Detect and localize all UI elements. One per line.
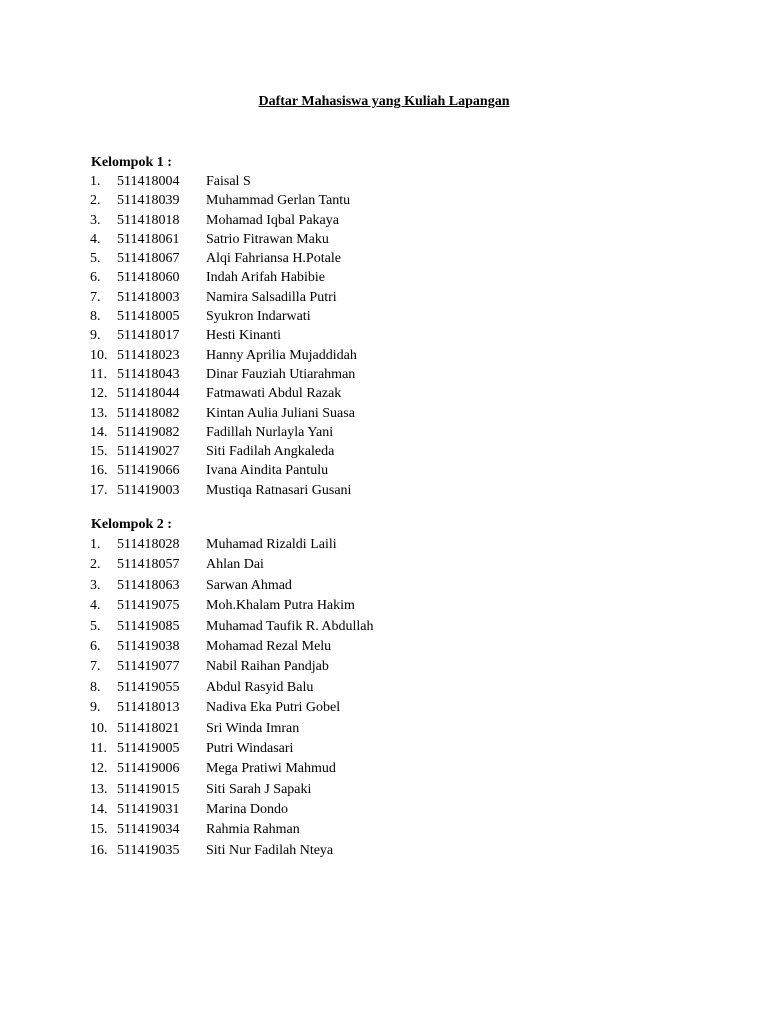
student-nim: 511419082 [117, 424, 180, 440]
student-nim: 511419035 [117, 842, 180, 858]
student-name: Mohamad Iqbal Pakaya [206, 212, 339, 228]
student-name: Sri Winda Imran [206, 720, 300, 736]
student-nim: 511418057 [117, 557, 180, 573]
student-nim: 511419003 [117, 482, 180, 498]
student-nim: 511418039 [117, 193, 180, 209]
student-name: Putri Windasari [206, 740, 294, 756]
student-nim: 511418004 [117, 174, 180, 189]
student-row [90, 191, 590, 210]
student-nim: 511419034 [117, 822, 180, 838]
student-row [90, 481, 590, 500]
student-number: 11. [90, 366, 107, 382]
student-nim: 511418018 [117, 212, 180, 228]
student-row [90, 617, 590, 637]
student-name: Abdul Rasyid Balu [206, 679, 314, 695]
student-nim: 511418067 [117, 251, 180, 267]
student-name: Sarwan Ahmad [206, 577, 292, 593]
student-row [90, 739, 590, 759]
student-number: 2. [90, 557, 101, 573]
student-number: 2. [90, 193, 101, 209]
student-row [90, 719, 590, 739]
student-nim: 511418061 [117, 231, 180, 247]
student-number: 1. [90, 537, 101, 552]
student-name: Dinar Fauziah Utiarahman [206, 366, 356, 382]
student-number: 7. [90, 659, 101, 675]
student-row [90, 555, 590, 575]
student-nim: 511419005 [117, 740, 180, 756]
student-row [90, 423, 590, 442]
student-row [90, 461, 590, 480]
student-number: 6. [90, 270, 101, 286]
student-name: Muhamad Rizaldi Laili [206, 537, 337, 552]
group-2 [90, 516, 590, 861]
student-nim: 511418021 [117, 720, 180, 736]
student-name: Hesti Kinanti [206, 328, 282, 344]
student-number: 11. [90, 740, 107, 756]
student-row [90, 404, 590, 423]
student-number: 16. [90, 842, 108, 858]
student-number: 10. [90, 347, 108, 363]
student-name: Muhamad Taufik R. Abdullah [206, 618, 374, 634]
student-row [90, 172, 590, 191]
student-row [90, 535, 590, 555]
student-row [90, 759, 590, 779]
student-number: 8. [90, 309, 101, 325]
student-row [90, 698, 590, 718]
student-nim: 511418028 [117, 537, 180, 552]
student-nim: 511418005 [117, 309, 180, 325]
student-nim: 511418060 [117, 270, 180, 286]
student-number: 15. [90, 822, 108, 838]
student-nim: 511419055 [117, 679, 180, 695]
student-number: 13. [90, 405, 108, 421]
student-name: Mega Pratiwi Mahmud [206, 761, 336, 777]
student-number: 8. [90, 679, 101, 695]
student-row [90, 268, 590, 287]
student-number: 16. [90, 463, 108, 479]
student-nim: 511419077 [117, 659, 180, 675]
student-nim: 511418003 [117, 289, 180, 305]
student-name: Mustiqa Ratnasari Gusani [206, 482, 352, 498]
page-title: Daftar Mahasiswa yang Kuliah Lapangan [258, 94, 510, 109]
student-name: Ivana Aindita Pantulu [206, 463, 329, 479]
student-nim: 511418082 [117, 405, 180, 421]
student-name: Satrio Fitrawan Maku [206, 231, 329, 247]
student-row [90, 249, 590, 268]
student-number: 4. [90, 231, 101, 247]
student-name: Fadillah Nurlayla Yani [206, 424, 334, 440]
student-row [90, 841, 590, 861]
student-name: Siti Nur Fadilah Nteya [206, 842, 334, 858]
student-number: 13. [90, 781, 108, 797]
student-name: Siti Sarah J Sapaki [206, 781, 312, 797]
student-number: 17. [90, 482, 108, 498]
student-number: 15. [90, 444, 108, 460]
student-number: 10. [90, 720, 108, 736]
student-name: Nabil Raihan Pandjab [206, 659, 329, 675]
student-nim: 511419066 [117, 463, 180, 479]
student-name: Hanny Aprilia Mujaddidah [206, 347, 357, 363]
student-number: 7. [90, 289, 101, 305]
student-number: 14. [90, 802, 108, 818]
student-number: 9. [90, 700, 101, 716]
student-number: 3. [90, 577, 101, 593]
student-row [90, 678, 590, 698]
student-name: Ahlan Dai [206, 557, 264, 573]
student-nim: 511419015 [117, 781, 180, 797]
student-list [90, 535, 590, 861]
student-number: 4. [90, 598, 101, 614]
student-number: 6. [90, 638, 101, 654]
student-nim: 511418023 [117, 347, 180, 363]
student-row [90, 442, 590, 461]
student-row [90, 326, 590, 345]
student-row [90, 288, 590, 307]
student-row [90, 307, 590, 326]
student-row [90, 384, 590, 403]
student-number: 14. [90, 424, 108, 440]
student-row [90, 576, 590, 596]
student-nim: 511419006 [117, 761, 180, 777]
student-row [90, 365, 590, 384]
student-row [90, 657, 590, 677]
group-heading: Kelompok 1 : [91, 155, 172, 170]
student-name: Namira Salsadilla Putri [206, 289, 337, 305]
student-name: Faisal S [206, 174, 251, 189]
student-nim: 511418044 [117, 386, 180, 402]
student-name: Marina Dondo [206, 802, 289, 818]
student-row [90, 780, 590, 800]
student-name: Syukron Indarwati [206, 309, 311, 325]
student-number: 5. [90, 618, 101, 634]
student-name: Kintan Aulia Juliani Suasa [206, 405, 355, 421]
student-nim: 511418013 [117, 700, 180, 716]
student-row [90, 211, 590, 230]
student-row [90, 596, 590, 616]
student-number: 1. [90, 174, 101, 189]
student-name: Rahmia Rahman [206, 822, 300, 838]
student-name: Nadiva Eka Putri Gobel [206, 700, 341, 716]
group-1 [90, 154, 590, 500]
student-row [90, 637, 590, 657]
student-row [90, 346, 590, 365]
student-row [90, 820, 590, 840]
student-name: Siti Fadilah Angkaleda [206, 444, 335, 460]
student-nim: 511418017 [117, 328, 180, 344]
student-nim: 511419027 [117, 444, 180, 460]
student-row [90, 800, 590, 820]
student-nim: 511418043 [117, 366, 180, 382]
student-name: Alqi Fahriansa H.Potale [206, 251, 341, 267]
student-name: Indah Arifah Habibie [206, 270, 325, 286]
student-number: 12. [90, 386, 108, 402]
student-nim: 511419038 [117, 638, 180, 654]
student-nim: 511419085 [117, 618, 180, 634]
student-name: Fatmawati Abdul Razak [206, 386, 342, 402]
group-heading: Kelompok 2 : [91, 517, 172, 532]
student-nim: 511419075 [117, 598, 180, 614]
student-nim: 511418063 [117, 577, 180, 593]
student-nim: 511419031 [117, 802, 180, 818]
student-name: Moh.Khalam Putra Hakim [206, 598, 355, 614]
student-name: Muhammad Gerlan Tantu [206, 193, 351, 209]
student-list [90, 172, 590, 500]
student-number: 12. [90, 761, 108, 777]
student-number: 5. [90, 251, 101, 267]
student-name: Mohamad Rezal Melu [206, 638, 332, 654]
student-number: 3. [90, 212, 101, 228]
student-row [90, 230, 590, 249]
student-number: 9. [90, 328, 101, 344]
